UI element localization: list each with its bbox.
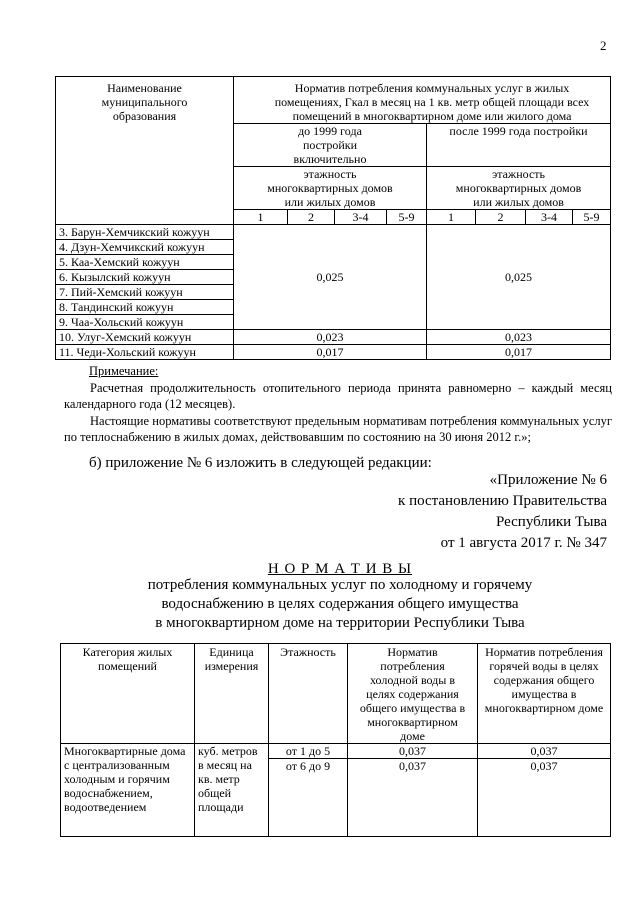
heating-norms-table [55,76,611,360]
header-unit: Единица измерения [195,644,269,744]
note-paragraph: Настоящие нормативы соответствуют предельным нормативам потребления коммунальных услуг по теплоснабжению в жилых домах, действовавшим по состоянию на 30 июня 2012 г.»; [64,414,612,444]
cold-water-value: 0,037 [348,759,478,837]
document-subtitle: в многоквартирном доме на территории Республики Тыва [155,615,525,631]
table-row-name: 7. Пий-Хемский кожуун [56,285,234,300]
water-norms-table [60,643,611,837]
header-floors: Этажность [269,644,348,744]
appendix-line: «Приложение № 6 [489,472,607,488]
table-row-name: 3. Барун-Хемчикский кожуун [56,225,234,240]
floor-col-5-9: 5-9 [573,210,611,225]
hot-water-value: 0,037 [478,744,611,759]
table-row-name: 9. Чаа-Хольский кожуун [56,315,234,330]
row10-before: 0,023 [234,330,427,345]
floor-col-1: 1 [234,210,288,225]
header-after-1999: после 1999 года постройки [427,124,611,167]
table-row-name: 4. Дзун-Хемчикский кожуун [56,240,234,255]
header-floors-before: этажность многоквартирных домов или жилых домов [234,167,427,210]
header-municipality: Наименование муниципального образования [56,77,234,225]
hot-water-value: 0,037 [478,759,611,837]
floor-col-3-4: 3-4 [526,210,573,225]
cold-water-value: 0,037 [348,744,478,759]
floor-col-2: 2 [288,210,335,225]
table-row-name: 8. Тандинский кожуун [56,300,234,315]
document-subtitle: водоснабжению в целях содержания общего имущества [161,596,519,612]
document-subtitle: потребления коммунальных услуг по холодному и горячему [147,577,533,593]
header-category: Категория жилых помещений [61,644,195,744]
header-hot-water: Норматив потребления горячей воды в целях содержания общего имущества в многоквартирном доме [478,644,611,744]
page-number: 2 [600,38,607,53]
appendix-line: Республики Тыва [495,514,607,530]
document-heading: Н О Р М А Т И В Ы [267,561,413,577]
floor-col-5-9: 5-9 [387,210,427,225]
category-cell: Многоквартирные дома с централизованным холодным и горячим водоснабжением, водоотведением [61,744,195,837]
header-before-1999: до 1999 года постройки включительно [234,124,427,167]
note-paragraph: Расчетная продолжительность отопительного периода принята равномерно – каждый месяц календарного года (12 месяцев). [64,381,612,411]
unit-cell: куб. метров в месяц на кв. метр общей площади [195,744,269,837]
amendment-paragraph: б) приложение № 6 изложить в следующей редакции: [89,455,432,471]
floors-cell: от 6 до 9 [269,759,348,837]
floor-col-3-4: 3-4 [335,210,387,225]
header-norm: Норматив потребления коммунальных услуг в жилых помещениях, Гкал в месяц на 1 кв. метр общей площади всех помещений в многоквартирном доме или жилого дома [234,77,611,124]
row10-after: 0,023 [427,330,611,345]
floor-col-2: 2 [476,210,526,225]
note-title: Примечание: [89,364,159,378]
appendix-line: к постановлению Правительства [398,493,607,509]
row11-before: 0,017 [234,345,427,360]
appendix-date: от 1 августа 2017 г. № 347 [440,535,607,551]
floors-cell: от 1 до 5 [269,744,348,759]
floor-col-1: 1 [427,210,476,225]
header-floors-after: этажность многоквартирных домов или жилых домов [427,167,611,210]
table-row-name: 5. Каа-Хемский кожуун [56,255,234,270]
table-row-name: 10. Улуг-Хемский кожуун [56,330,234,345]
table-row-name: 6. Кызылский кожуун [56,270,234,285]
table-row-name: 11. Чеди-Хольский кожуун [56,345,234,360]
group-value-after: 0,025 [427,225,611,330]
row11-after: 0,017 [427,345,611,360]
group-value-before: 0,025 [234,225,427,330]
header-cold-water: Норматив потребления холодной воды в целях содержания общего имущества в многоквартирном доме [348,644,478,744]
